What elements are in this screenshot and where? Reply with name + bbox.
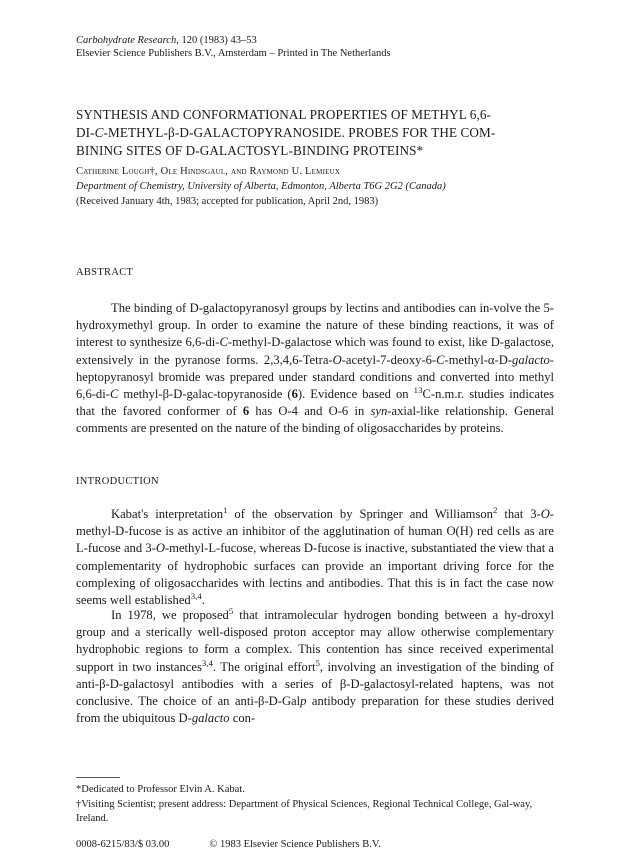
footnotes bbox=[76, 783, 554, 827]
abstract-seg: ). Evidence based on bbox=[297, 387, 414, 402]
intro-seg: 3,4 bbox=[190, 590, 202, 601]
abstract-seg: -heptopyranosyl bromide was prepared under standard conditions and converted into methyl 6,6-di- bbox=[76, 352, 554, 402]
journal-header bbox=[76, 34, 391, 60]
page-footer bbox=[76, 839, 556, 850]
abstract-seg: has O-4 and O-6 in bbox=[249, 404, 371, 419]
abstract-seg: -galactopyranosyl groups by lectins and antibodies can in-volve the 5-hydroxymethyl group. In order to examine the nature of these binding reactions, it was of interest to synthesize 6,6-di- bbox=[76, 301, 555, 350]
intro-seg: 2 bbox=[492, 504, 498, 515]
intro-seg: -fucose, whereas bbox=[216, 541, 304, 556]
abstract-seg: D bbox=[490, 335, 500, 350]
intro-seg: D bbox=[178, 711, 188, 726]
title-line-2a: DI- bbox=[76, 125, 95, 140]
intro-seg: Kabat's interpretation bbox=[111, 507, 224, 521]
abstract-seg: C bbox=[219, 335, 228, 350]
abstract-seg: D bbox=[189, 301, 199, 315]
intro-seg: antibody preparation for these studies derived from the ubiquitous bbox=[76, 694, 554, 726]
introduction-paragraph-2: In 1978, we proposed$^5$ that intramolecular hydrogen bonding between a hy-droxyl group and a sterically well-disposed proton acceptor may allow otherwise complementary hydrophobic regions to form a complex. This contention has since received experimental support in two instances$^{3,4}$. The original effort$^5$, involving an investigation of the binding of anti-β-D-galactosyl antibodies with a series of β-D-galactosyl-related haptens, was not conclusive. The choice of an anti-β-D-Galp antibody preparation for these studies derived from the ubiquitous D-galacto con- bbox=[76, 605, 555, 726]
intro-seg: D bbox=[109, 676, 119, 691]
intro-seg: 5 bbox=[228, 605, 234, 616]
intro-seg: 3,4 bbox=[201, 657, 213, 668]
abstract-seg: -methyl- bbox=[227, 335, 272, 350]
abstract-seg: -methyl-α- bbox=[444, 352, 499, 367]
intro-seg: O bbox=[155, 541, 165, 556]
abstract-text: The binding of D-galactopyranosyl groups by lectins and antibodies can in-volve the 5-hydroxymethyl group. In order to examine the nature of these binding reactions, it was of interest to synthesize 6,6-di-C-methyl-D-galactose which was found to exist, like D-galactose, extensively in the pyranose forms. 2,3,4,6-Tetra-O-acetyl-7-deoxy-6-C-methyl-α-D-galacto-heptopyranosyl bromide was prepared under standard conditions and converted into methyl 6,6-di-C methyl-β-D-galac-topyranoside (6). Evidence based on $^{13}$C-n.m.r. studies indicates that the favored conformer of 6 has O-4 and O-6 in syn-axial-like relationship. General comments are presented on the nature of the binding of oligosaccharides by proteins. bbox=[76, 301, 555, 436]
author-names: Catherine Lough†, Ole Hindsgaul, and Raymond U. Lemieux bbox=[76, 166, 341, 177]
intro-seg: -Gal bbox=[277, 694, 301, 709]
intro-seg: D bbox=[303, 541, 314, 556]
title-line-3b: D bbox=[185, 143, 196, 158]
abstract-seg: D bbox=[498, 352, 508, 367]
abstract-seg: -galactose, extensively in the pyranose forms. 2,3,4,6-Tetra- bbox=[76, 335, 554, 367]
footnote-visiting-scientist: †Visiting Scientist; present address: Department of Physical Sciences, Regional Technical College, Gal-way, Ireland. bbox=[76, 798, 533, 824]
title-line-2b: C bbox=[94, 125, 104, 140]
abstract-seg: galacto bbox=[512, 352, 550, 367]
intro-seg: that intramolecular hydrogen bonding between a hy-droxyl group and a sterically well-disposed proton acceptor may allow otherwise complementary hydrophobic regions to form a complex. This contention has since received experimental support in two instances bbox=[76, 608, 554, 674]
intro-seg: -methyl- bbox=[76, 507, 554, 539]
journal-volume-pages: , 120 (1983) 43–53 bbox=[176, 35, 257, 46]
intro-seg: galacto bbox=[191, 711, 230, 726]
abstract-heading: ABSTRACT bbox=[76, 267, 134, 278]
title-line-2d: β- bbox=[168, 125, 180, 140]
intro-seg: -methyl- bbox=[164, 541, 209, 556]
intro-seg: D bbox=[115, 524, 125, 539]
intro-seg: -fucose is as active an inhibitor of the agglutination of human O(H) red cells as are bbox=[124, 524, 554, 539]
abstract-seg: D bbox=[271, 335, 281, 350]
publisher-line: Elsevier Science Publishers B.V., Amsterdam – Printed in The Netherlands bbox=[76, 48, 391, 59]
title-line-3c: -GALACTOSYL-BINDING PROTEINS* bbox=[195, 143, 424, 158]
intro-seg: L bbox=[208, 541, 217, 556]
intro-seg: D bbox=[350, 676, 360, 691]
abstract-seg: C-n.m.r. studies indicates that the favored conformer of bbox=[76, 387, 555, 419]
title-line-3a: BINING SITES OF bbox=[76, 143, 186, 158]
intro-seg: In 1978, we proposed bbox=[111, 608, 229, 622]
abstract-seg: 6 bbox=[291, 387, 298, 402]
intro-seg: -galactosyl antibodies with a series of β- bbox=[118, 676, 351, 691]
abstract-seg: methyl-β- bbox=[118, 387, 174, 402]
abstract-seg: -galac-topyranoside ( bbox=[182, 387, 292, 402]
intro-seg: con- bbox=[229, 711, 256, 726]
intro-seg: of the observation by Springer and Williamson bbox=[227, 507, 493, 521]
copyright-notice: © 1983 Elsevier Science Publishers B.V. bbox=[209, 839, 381, 850]
intro-seg: 5 bbox=[315, 657, 320, 668]
abstract-seg: syn bbox=[370, 404, 388, 419]
abstract-seg: -axial-like relationship. General comments are presented on the nature of the binding of oligosaccharides by proteins. bbox=[76, 404, 554, 436]
abstract-seg: The binding of bbox=[111, 301, 190, 315]
issn-code: 0008-6215/83/$ 03.00 bbox=[76, 839, 170, 850]
paper-title bbox=[76, 106, 556, 160]
intro-seg: , involving an investigation of the binding of anti-β- bbox=[76, 659, 555, 691]
title-line-1: SYNTHESIS AND CONFORMATIONAL PROPERTIES OF METHYL 6,6- bbox=[76, 107, 492, 122]
intro-seg: . The original effort bbox=[212, 659, 316, 674]
intro-seg: D bbox=[268, 694, 278, 709]
journal-citation bbox=[76, 34, 391, 47]
abstract-seg: C bbox=[436, 352, 445, 367]
introduction-heading: INTRODUCTION bbox=[76, 476, 159, 487]
intro-seg: 1 bbox=[223, 504, 228, 515]
abstract-seg: -galactose which was found to exist, like bbox=[280, 335, 491, 350]
received-dates: (Received January 4th, 1983; accepted for publication, April 2nd, 1983) bbox=[76, 196, 379, 207]
author-affiliation: Department of Chemistry, University of Alberta, Edmonton, Alberta T6G 2G2 (Canada) bbox=[76, 181, 446, 192]
journal-name: Carbohydrate Research bbox=[76, 35, 177, 46]
abstract-seg: O bbox=[332, 352, 342, 367]
intro-seg: . bbox=[201, 593, 205, 608]
intro-seg: L bbox=[76, 541, 84, 556]
intro-seg: p bbox=[300, 694, 307, 709]
intro-seg: -fucose and 3- bbox=[83, 541, 156, 556]
intro-seg: O bbox=[540, 507, 550, 521]
title-line-2c: -METHYL- bbox=[103, 125, 169, 140]
introduction-paragraph-1 bbox=[76, 506, 554, 609]
title-line-2f: -GALACTOPYRANOSIDE. PROBES FOR THE COM- bbox=[188, 125, 496, 140]
abstract-seg: C bbox=[109, 387, 119, 402]
title-line-2e: D bbox=[179, 125, 189, 140]
abstract-seg: 6 bbox=[242, 404, 250, 419]
footnote-divider bbox=[76, 777, 120, 778]
abstract-seg: D bbox=[173, 387, 183, 402]
intro-seg: that 3- bbox=[497, 507, 541, 521]
intro-seg: -fucose is inactive, substantiated the view that a complementarity of hydrophobic surfaces can provide an important driving force for the complexing of oligosaccharides with lectins and antibodies. That this is in fact the case now seems well established bbox=[76, 541, 554, 608]
intro-seg: -galactosyl-related haptens, was not conclusive. The choice of an anti-β- bbox=[76, 676, 555, 709]
footnote-dedication: *Dedicated to Professor Elvin A. Kabat. bbox=[76, 784, 245, 795]
abstract-seg: 13 bbox=[413, 384, 423, 395]
author-block bbox=[76, 164, 556, 209]
abstract-seg: -acetyl-7-deoxy-6- bbox=[341, 352, 437, 367]
